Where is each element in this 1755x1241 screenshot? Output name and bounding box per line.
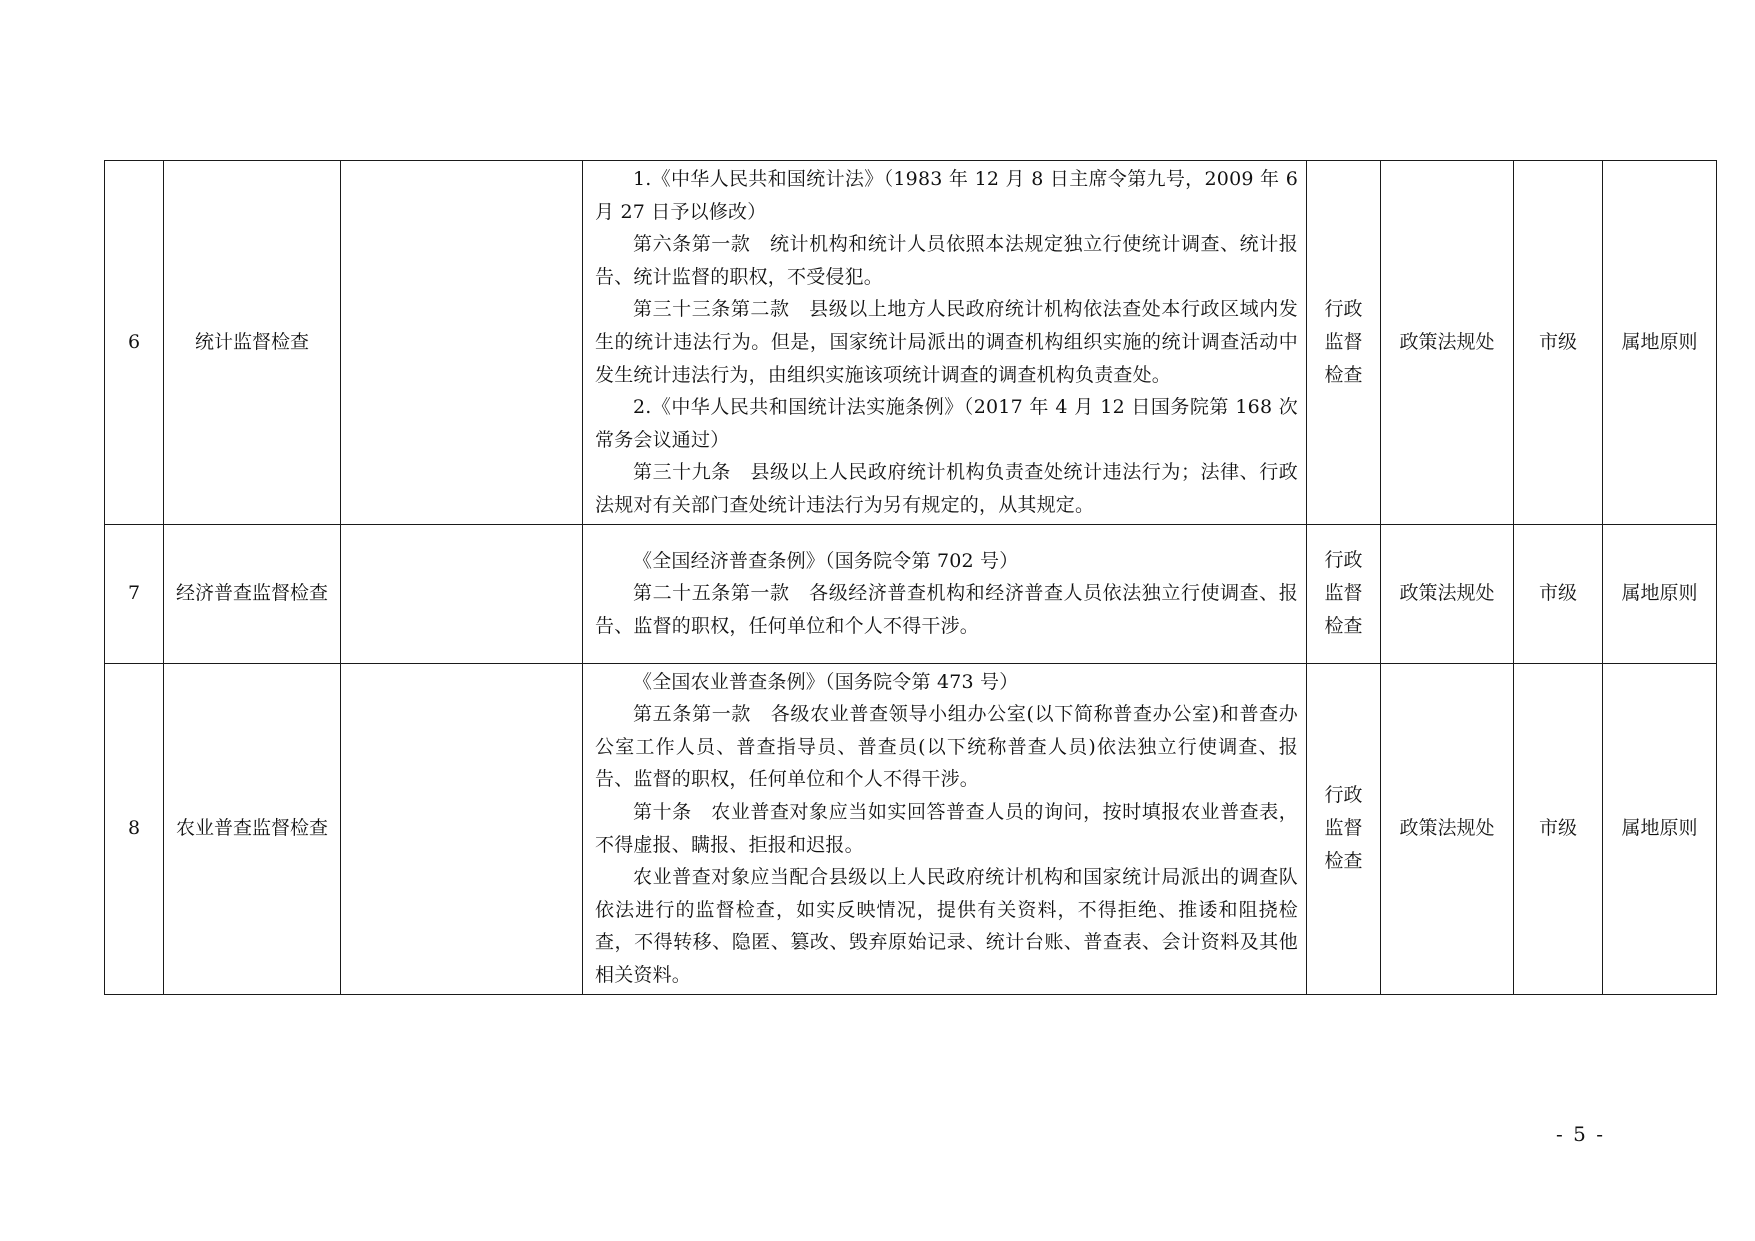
responsible-department: 政策法规处 — [1381, 663, 1514, 994]
basis-paragraph: 第三十九条 县级以上人民政府统计机构负责查处统计违法行为；法律、行政法规对有关部门查处统计违法行为另有规定的，从其规定。 — [595, 461, 1298, 516]
inspection-items-table — [104, 160, 1717, 995]
item-type-text: 行政监督检查 — [1324, 784, 1363, 873]
jurisdiction-principle: 属地原则 — [1603, 161, 1717, 525]
basis-paragraph: 第六条第一款 统计机构和统计人员依照本法规定独立行使统计调查、统计报告、统计监督的职权，不受侵犯。 — [595, 233, 1298, 288]
item-type — [1307, 663, 1381, 994]
responsible-department: 政策法规处 — [1381, 524, 1514, 663]
enforcement-level: 市级 — [1514, 161, 1603, 525]
sub-item-cell — [341, 161, 583, 525]
item-type — [1307, 524, 1381, 663]
basis-paragraph: 《全国农业普查条例》（国务院令第 473 号） — [633, 670, 1019, 693]
item-number: 6 — [105, 161, 164, 525]
basis-paragraph: 第十条 农业普查对象应当如实回答普查人员的询问，按时填报农业普查表，不得虚报、瞒报、拒报和迟报。 — [595, 800, 1298, 856]
jurisdiction-principle: 属地原则 — [1603, 524, 1717, 663]
item-name-text: 农业普查监督检查 — [176, 817, 329, 840]
item-type — [1307, 161, 1381, 525]
item-type-text: 行政监督检查 — [1324, 549, 1363, 638]
item-number: 8 — [105, 663, 164, 994]
responsible-department: 政策法规处 — [1381, 161, 1514, 525]
jurisdiction-principle: 属地原则 — [1603, 663, 1717, 994]
item-type-text: 行政监督检查 — [1324, 297, 1363, 386]
enforcement-level: 市级 — [1514, 663, 1603, 994]
basis-paragraph: 《全国经济普查条例》（国务院令第 702 号） — [633, 549, 1019, 572]
item-name — [164, 161, 341, 525]
page-number: - 5 - — [1556, 1122, 1605, 1146]
legal-basis — [583, 524, 1307, 663]
table-row — [105, 663, 1717, 994]
basis-paragraph: 第三十三条第二款 县级以上地方人民政府统计机构依法查处本行政区域内发生的统计违法行为。但是，国家统计局派出的调查机构组织实施的统计调查活动中发生统计违法行为，由组织实施该项统计调查的调查机构负责查处。 — [595, 298, 1298, 386]
basis-paragraph: 农业普查对象应当配合县级以上人民政府统计机构和国家统计局派出的调查队依法进行的监督检查，如实反映情况，提供有关资料，不得拒绝、推诿和阻挠检查，不得转移、隐匿、篡改、毁弃原始记录、统计台账、普查表、会计资料及其他相关资料。 — [595, 866, 1298, 986]
enforcement-level: 市级 — [1514, 524, 1603, 663]
item-number: 7 — [105, 524, 164, 663]
item-name-text: 经济普查监督检查 — [176, 582, 329, 605]
sub-item-cell — [341, 524, 583, 663]
sub-item-cell — [341, 663, 583, 994]
basis-paragraph: 第五条第一款 各级农业普查领导小组办公室(以下简称普查办公室)和普查办公室工作人员、普查指导员、普查员(以下统称普查人员)依法独立行使调查、报告、监督的职权，任何单位和个人不得干涉。 — [595, 703, 1298, 791]
legal-basis — [583, 663, 1307, 994]
item-name — [164, 663, 341, 994]
legal-basis — [583, 161, 1307, 525]
basis-paragraph: 2.《中华人民共和国统计法实施条例》（2017 年 4 月 12 日国务院第 168 次常务会议通过） — [595, 396, 1298, 451]
table-row — [105, 161, 1717, 525]
basis-paragraph: 第二十五条第一款 各级经济普查机构和经济普查人员依法独立行使调查、报告、监督的职权，任何单位和个人不得干涉。 — [595, 582, 1298, 637]
table-row — [105, 524, 1717, 663]
item-name — [164, 524, 341, 663]
basis-paragraph: 1.《中华人民共和国统计法》（1983 年 12 月 8 日主席令第九号，2009 年 6 月 27 日予以修改） — [595, 168, 1298, 223]
item-name-text: 统计监督检查 — [194, 330, 309, 353]
